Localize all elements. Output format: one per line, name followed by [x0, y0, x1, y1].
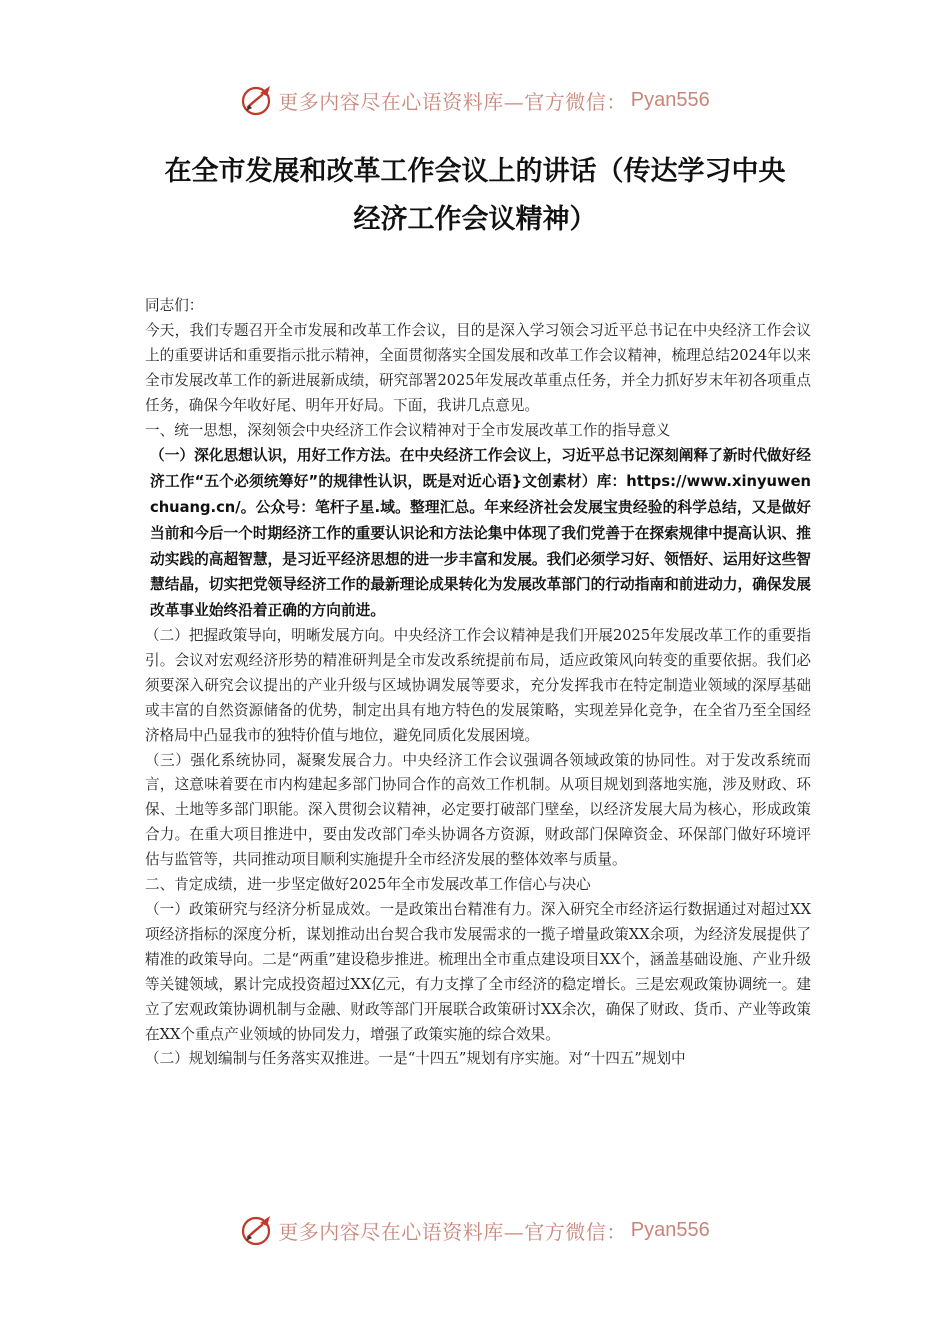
subsection-1-3: （三）强化系统协同，凝聚发展合力。中央经济工作会议强调各领域政策的协同性。对于发改系统而言，这意味着要在市内构建起多部门协同合作的高效工作机制。从项目规划到落地实施，涉及财政、环保、土地等多部门职能。深入贯彻会议精神，必定要打破部门壁垒，以经济发展大局为核心，形成政策合力。在重大项目推进中，要由发改部门牵头协调各方资源，财政部门保障资金、环保部门做好环境评估与监管等，共同推动项目顺利实施提升全市经济发展的整体效率与质量。: [145, 751, 811, 869]
subsection-1-1: （一）深化思想认识，用好工作方法。在中央经济工作会议上，习近平总书记深刻阐释了新时代做好经济工作“五个必须统筹好”的规律性认识，既是对近心语}文创素材）库：https://www.xinyuwenchuang.cn/。公众号：笔杆子星.域。整理汇总。年来经济社会发展宝贵经验的科学总结，又是做好当前和今后一个时期经济工作的重要认识论和方法论集中体现了我们党善于在探索规律中提高认识、推动实践的高超智慧，是习近平经济思想的进一步丰富和发展。我们必须学习好、领悟好、运用好这些智慧结晶，切实把党领导经济工作的最新理论成果转化为发展改革部门的行动指南和前进动力，确保发展改革事业始终沿着正确的方向前进。: [150, 447, 811, 620]
intro-paragraph: 今天，我们专题召开全市发展和改革工作会议，目的是深入学习领会习近平总书记在中央经济工作会议上的重要讲话和重要指示批示精神，全面贯彻落实全国发展和改革工作会议精神，梳理总结2024年以来全市发展改革工作的新进展新成绩，研究部署2025年发展改革重点任务，并全力抓好岁末年初各项重点任务，确保今年收好尾、明年开好局。下面，我讲几点意见。: [145, 321, 811, 414]
title-line-1: 在全市发展和改革工作会议上的讲话（传达学习中央: [164, 156, 786, 187]
title-line-2: 经济工作会议精神）: [353, 204, 597, 235]
section-heading-1: 一、统一思想，深刻领会中央经济工作会议精神对于全市发展改革工作的指导意义: [145, 421, 671, 439]
watermark-text: 更多内容尽在心语资料库—官方微信：: [278, 89, 627, 114]
watermark-wechat-id: Pyan556: [630, 1218, 710, 1241]
watermark-text: 更多内容尽在心语资料库—官方微信：: [278, 1219, 627, 1244]
watermark-wechat-id: Pyan556: [630, 88, 710, 111]
subsection-2-1: （一）政策研究与经济分析显成效。一是政策出台精准有力。深入研究全市经济运行数据通过对超过XX项经济指标的深度分析，谋划推动出台契合我市发展需求的一揽子增量政策XX余项，为经济发展提供了精准的政策导向。二是“两重”建设稳步推进。梳理出全市重点建设项目XX个，涵盖基础设施、产业升级等关键领域，累计完成投资超过XX亿元，有力支撑了全市经济的稳定增长。三是宏观政策协调统一。建立了宏观政策协调机制与金融、财政等部门开展联合政策研讨XX余次，确保了财政、货币、产业等政策在XX个重点产业领域的协同发力，增强了政策实施的综合效果。: [145, 900, 811, 1043]
subsection-2-2: （二）规划编制与任务落实双推进。一是“十四五”规划有序实施。对“十四五”规划中: [145, 1050, 686, 1068]
subsection-1-2: （二）把握政策导向，明晰发展方向。中央经济工作会议精神是我们开展2025年发展改革工作的重要指引。会议对宏观经济形势的精准研判是全市发改系统提前布局，适应政策风向转变的重要依据。我们必须要深入研究会议提出的产业升级与区域协调发展等要求，充分发挥我市在特定制造业领域的深厚基础或丰富的自然资源储备的优势，制定出具有地方特色的发展策略，实现差异化竞争，在全省乃至全国经济格局中凸显我市的独特价值与地位，避免同质化发展困境。: [145, 627, 811, 744]
pen-logo-icon: [240, 1213, 274, 1247]
document-body: [145, 294, 811, 1072]
section-heading-2: 二、肯定成绩，进一步坚定做好2025年全市发展改革工作信心与决心: [145, 876, 591, 894]
page-title: [100, 148, 850, 244]
watermark-footer: [0, 1210, 950, 1250]
pen-logo-icon: [240, 83, 274, 117]
watermark-header: [0, 80, 950, 120]
salutation: 同志们：: [145, 297, 204, 314]
